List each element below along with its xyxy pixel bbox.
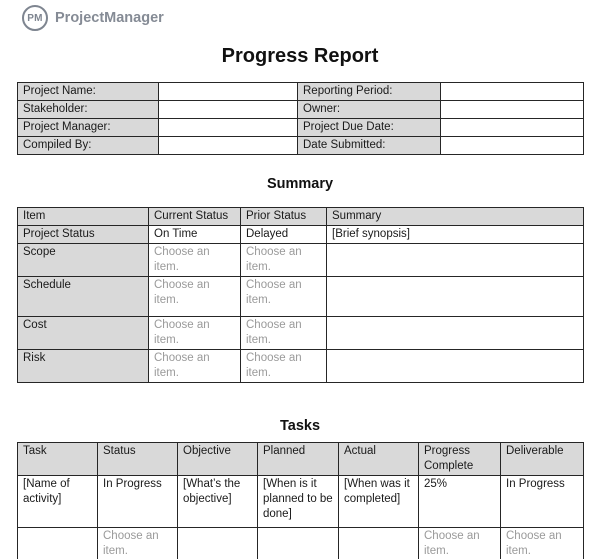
tasks-col-progress-complete: Progress Complete <box>419 443 501 476</box>
summary-heading: Summary <box>266 176 334 192</box>
summary-col-current-status: Current Status <box>149 208 241 226</box>
project-due-date-label: Project Due Date: <box>298 119 441 137</box>
task-actual-field[interactable] <box>339 528 419 559</box>
summary-table <box>17 207 584 383</box>
table-row <box>18 317 584 350</box>
summary-item-risk: Risk <box>18 350 149 383</box>
summary-item-cost: Cost <box>18 317 149 350</box>
date-submitted-input[interactable] <box>441 137 584 155</box>
summary-text-field[interactable] <box>327 350 584 383</box>
project-manager-input[interactable] <box>159 119 298 137</box>
dropdown-placeholder: Choose an item. <box>246 352 302 379</box>
current-status-dropdown[interactable] <box>149 277 241 317</box>
current-status-dropdown[interactable] <box>149 244 241 277</box>
tasks-col-deliverable: Deliverable <box>501 443 584 476</box>
task-status-dropdown[interactable] <box>98 528 178 559</box>
task-status-dropdown[interactable]: In Progress <box>98 476 178 528</box>
prior-status-dropdown[interactable] <box>241 277 327 317</box>
stakeholder-input[interactable] <box>159 101 298 119</box>
task-actual-field[interactable]: [When was it completed] <box>339 476 419 528</box>
table-row <box>18 226 584 244</box>
current-status-dropdown[interactable]: On Time <box>149 226 241 244</box>
tasks-col-task: Task <box>18 443 98 476</box>
dropdown-placeholder: Choose an item. <box>246 246 302 273</box>
tasks-col-status: Status <box>98 443 178 476</box>
current-status-dropdown[interactable] <box>149 317 241 350</box>
owner-label: Owner: <box>298 101 441 119</box>
compiled-by-label: Compiled By: <box>18 137 159 155</box>
dropdown-placeholder: Choose an item. <box>154 279 210 306</box>
dropdown-placeholder: Choose an item. <box>154 352 210 379</box>
compiled-by-input[interactable] <box>159 137 298 155</box>
summary-text-field[interactable] <box>327 317 584 350</box>
table-row <box>18 119 584 137</box>
task-objective-field[interactable]: [What’s the objective] <box>178 476 258 528</box>
project-info-table <box>17 82 584 155</box>
summary-text-field[interactable] <box>327 277 584 317</box>
table-row <box>18 350 584 383</box>
brand-name: ProjectManager <box>55 10 164 26</box>
project-name-input[interactable] <box>159 83 298 101</box>
table-row <box>18 137 584 155</box>
task-row <box>18 528 584 559</box>
reporting-period-input[interactable] <box>441 83 584 101</box>
summary-text-field[interactable] <box>327 244 584 277</box>
summary-item-scope: Scope <box>18 244 149 277</box>
summary-item-schedule: Schedule <box>18 277 149 317</box>
dropdown-placeholder: Choose an item. <box>154 319 210 346</box>
dropdown-placeholder: Choose an item. <box>424 530 480 557</box>
tasks-table <box>17 442 584 559</box>
task-planned-field[interactable]: [When is it planned to be done] <box>258 476 339 528</box>
reporting-period-label: Reporting Period: <box>298 83 441 101</box>
summary-col-summary: Summary <box>327 208 584 226</box>
brand-header <box>22 5 164 31</box>
prior-status-dropdown[interactable] <box>241 244 327 277</box>
page-title: Progress Report <box>221 45 379 67</box>
table-row <box>18 101 584 119</box>
pm-logo-icon <box>22 5 48 31</box>
tasks-col-planned: Planned <box>258 443 339 476</box>
table-row <box>18 244 584 277</box>
prior-status-dropdown[interactable]: Delayed <box>241 226 327 244</box>
prior-status-dropdown[interactable] <box>241 317 327 350</box>
prior-status-dropdown[interactable] <box>241 350 327 383</box>
project-name-label: Project Name: <box>18 83 159 101</box>
summary-header-row <box>18 208 584 226</box>
summary-text-field[interactable]: [Brief synopsis] <box>327 226 584 244</box>
task-deliverable-dropdown[interactable] <box>501 528 584 559</box>
task-deliverable-dropdown[interactable]: In Progress <box>501 476 584 528</box>
tasks-col-actual: Actual <box>339 443 419 476</box>
project-manager-label: Project Manager: <box>18 119 159 137</box>
task-row <box>18 476 584 528</box>
task-name-field[interactable] <box>18 528 98 559</box>
owner-input[interactable] <box>441 101 584 119</box>
date-submitted-label: Date Submitted: <box>298 137 441 155</box>
current-status-dropdown[interactable] <box>149 350 241 383</box>
dropdown-placeholder: Choose an item. <box>246 279 302 306</box>
tasks-header-row <box>18 443 584 476</box>
table-row <box>18 83 584 101</box>
task-name-field[interactable]: [Name of activity] <box>18 476 98 528</box>
dropdown-placeholder: Choose an item. <box>103 530 159 557</box>
summary-col-prior-status: Prior Status <box>241 208 327 226</box>
tasks-heading: Tasks <box>279 418 321 434</box>
dropdown-placeholder: Choose an item. <box>506 530 562 557</box>
dropdown-placeholder: Choose an item. <box>246 319 302 346</box>
pm-logo-initials: PM <box>27 12 43 24</box>
task-progress-dropdown[interactable] <box>419 528 501 559</box>
summary-item-project-status: Project Status <box>18 226 149 244</box>
task-progress-field[interactable]: 25% <box>419 476 501 528</box>
stakeholder-label: Stakeholder: <box>18 101 159 119</box>
tasks-col-objective: Objective <box>178 443 258 476</box>
summary-col-item: Item <box>18 208 149 226</box>
task-planned-field[interactable] <box>258 528 339 559</box>
dropdown-placeholder: Choose an item. <box>154 246 210 273</box>
table-row <box>18 277 584 317</box>
task-objective-field[interactable] <box>178 528 258 559</box>
project-due-date-input[interactable] <box>441 119 584 137</box>
